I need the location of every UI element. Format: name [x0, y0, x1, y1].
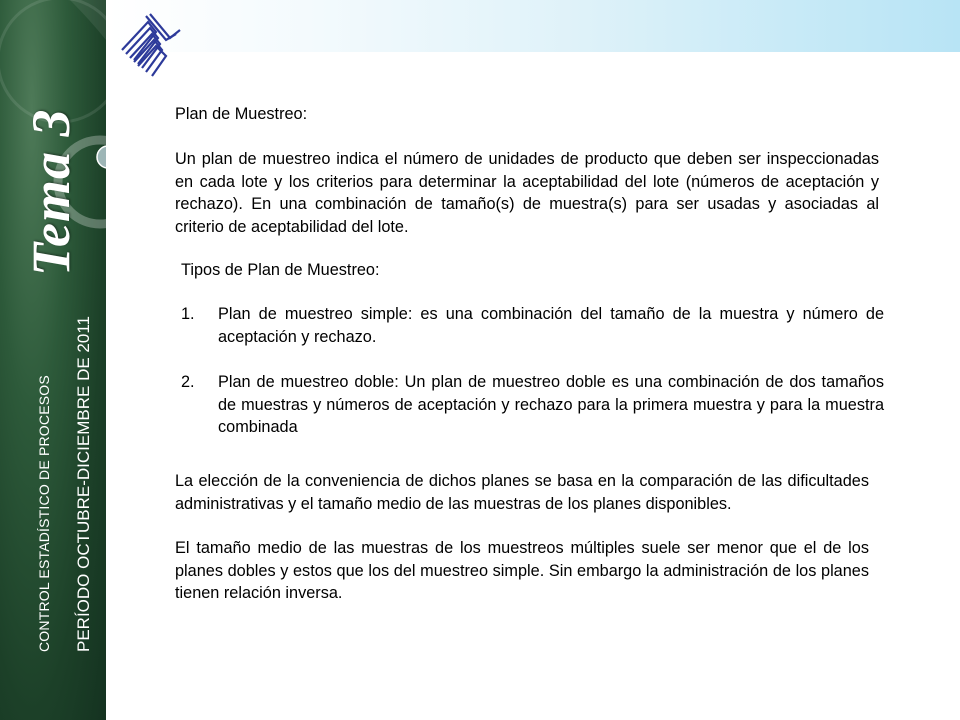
size-paragraph: El tamaño medio de las muestras de los muestreos múltiples suele ser menor que el de los planes dobles y estos que los del muestreo simple. Sin embargo la administración de los planes tienen relación inversa.: [175, 539, 869, 602]
course-name: CONTROL ESTADÍSTICO DE PROCESOS: [36, 375, 52, 652]
topic-title: Tema 3: [21, 108, 81, 276]
list-number: 2.: [181, 373, 195, 391]
plan-title: Plan de Muestreo:: [175, 105, 308, 123]
list-text: Plan de muestreo doble: Un plan de muestreo doble es una combinación de dos tamaños de muestras y números de aceptación y rechazo para la primera muestra y para la muestra combinada: [218, 373, 884, 436]
list-number: 1.: [181, 305, 195, 323]
logo-icon: [116, 10, 186, 78]
period-label: PERÍODO OCTUBRE-DICIEMBRE DE 2011: [74, 316, 93, 652]
choice-paragraph: La elección de la conveniencia de dichos planes se basa en la comparación de las dificultades administrativas y el tamaño medio de las muestras de los planes disponibles.: [175, 472, 869, 513]
list-text: Plan de muestreo simple: es una combinación del tamaño de la muestra y número de aceptación y rechazo.: [218, 305, 884, 346]
header-band: [106, 0, 960, 52]
plan-definition: Un plan de muestreo indica el número de unidades de producto que deben ser inspeccionadas en cada lote y los criterios para determinar la aceptabilidad del lote (números de aceptación y rechazo). En una combinación de tamaño(s) de muestra(s) para ser usadas y asociadas al criterio de aceptabilidad del lote.: [175, 150, 879, 236]
sidebar-panel: [0, 0, 106, 720]
types-title: Tipos de Plan de Muestreo:: [181, 261, 380, 279]
